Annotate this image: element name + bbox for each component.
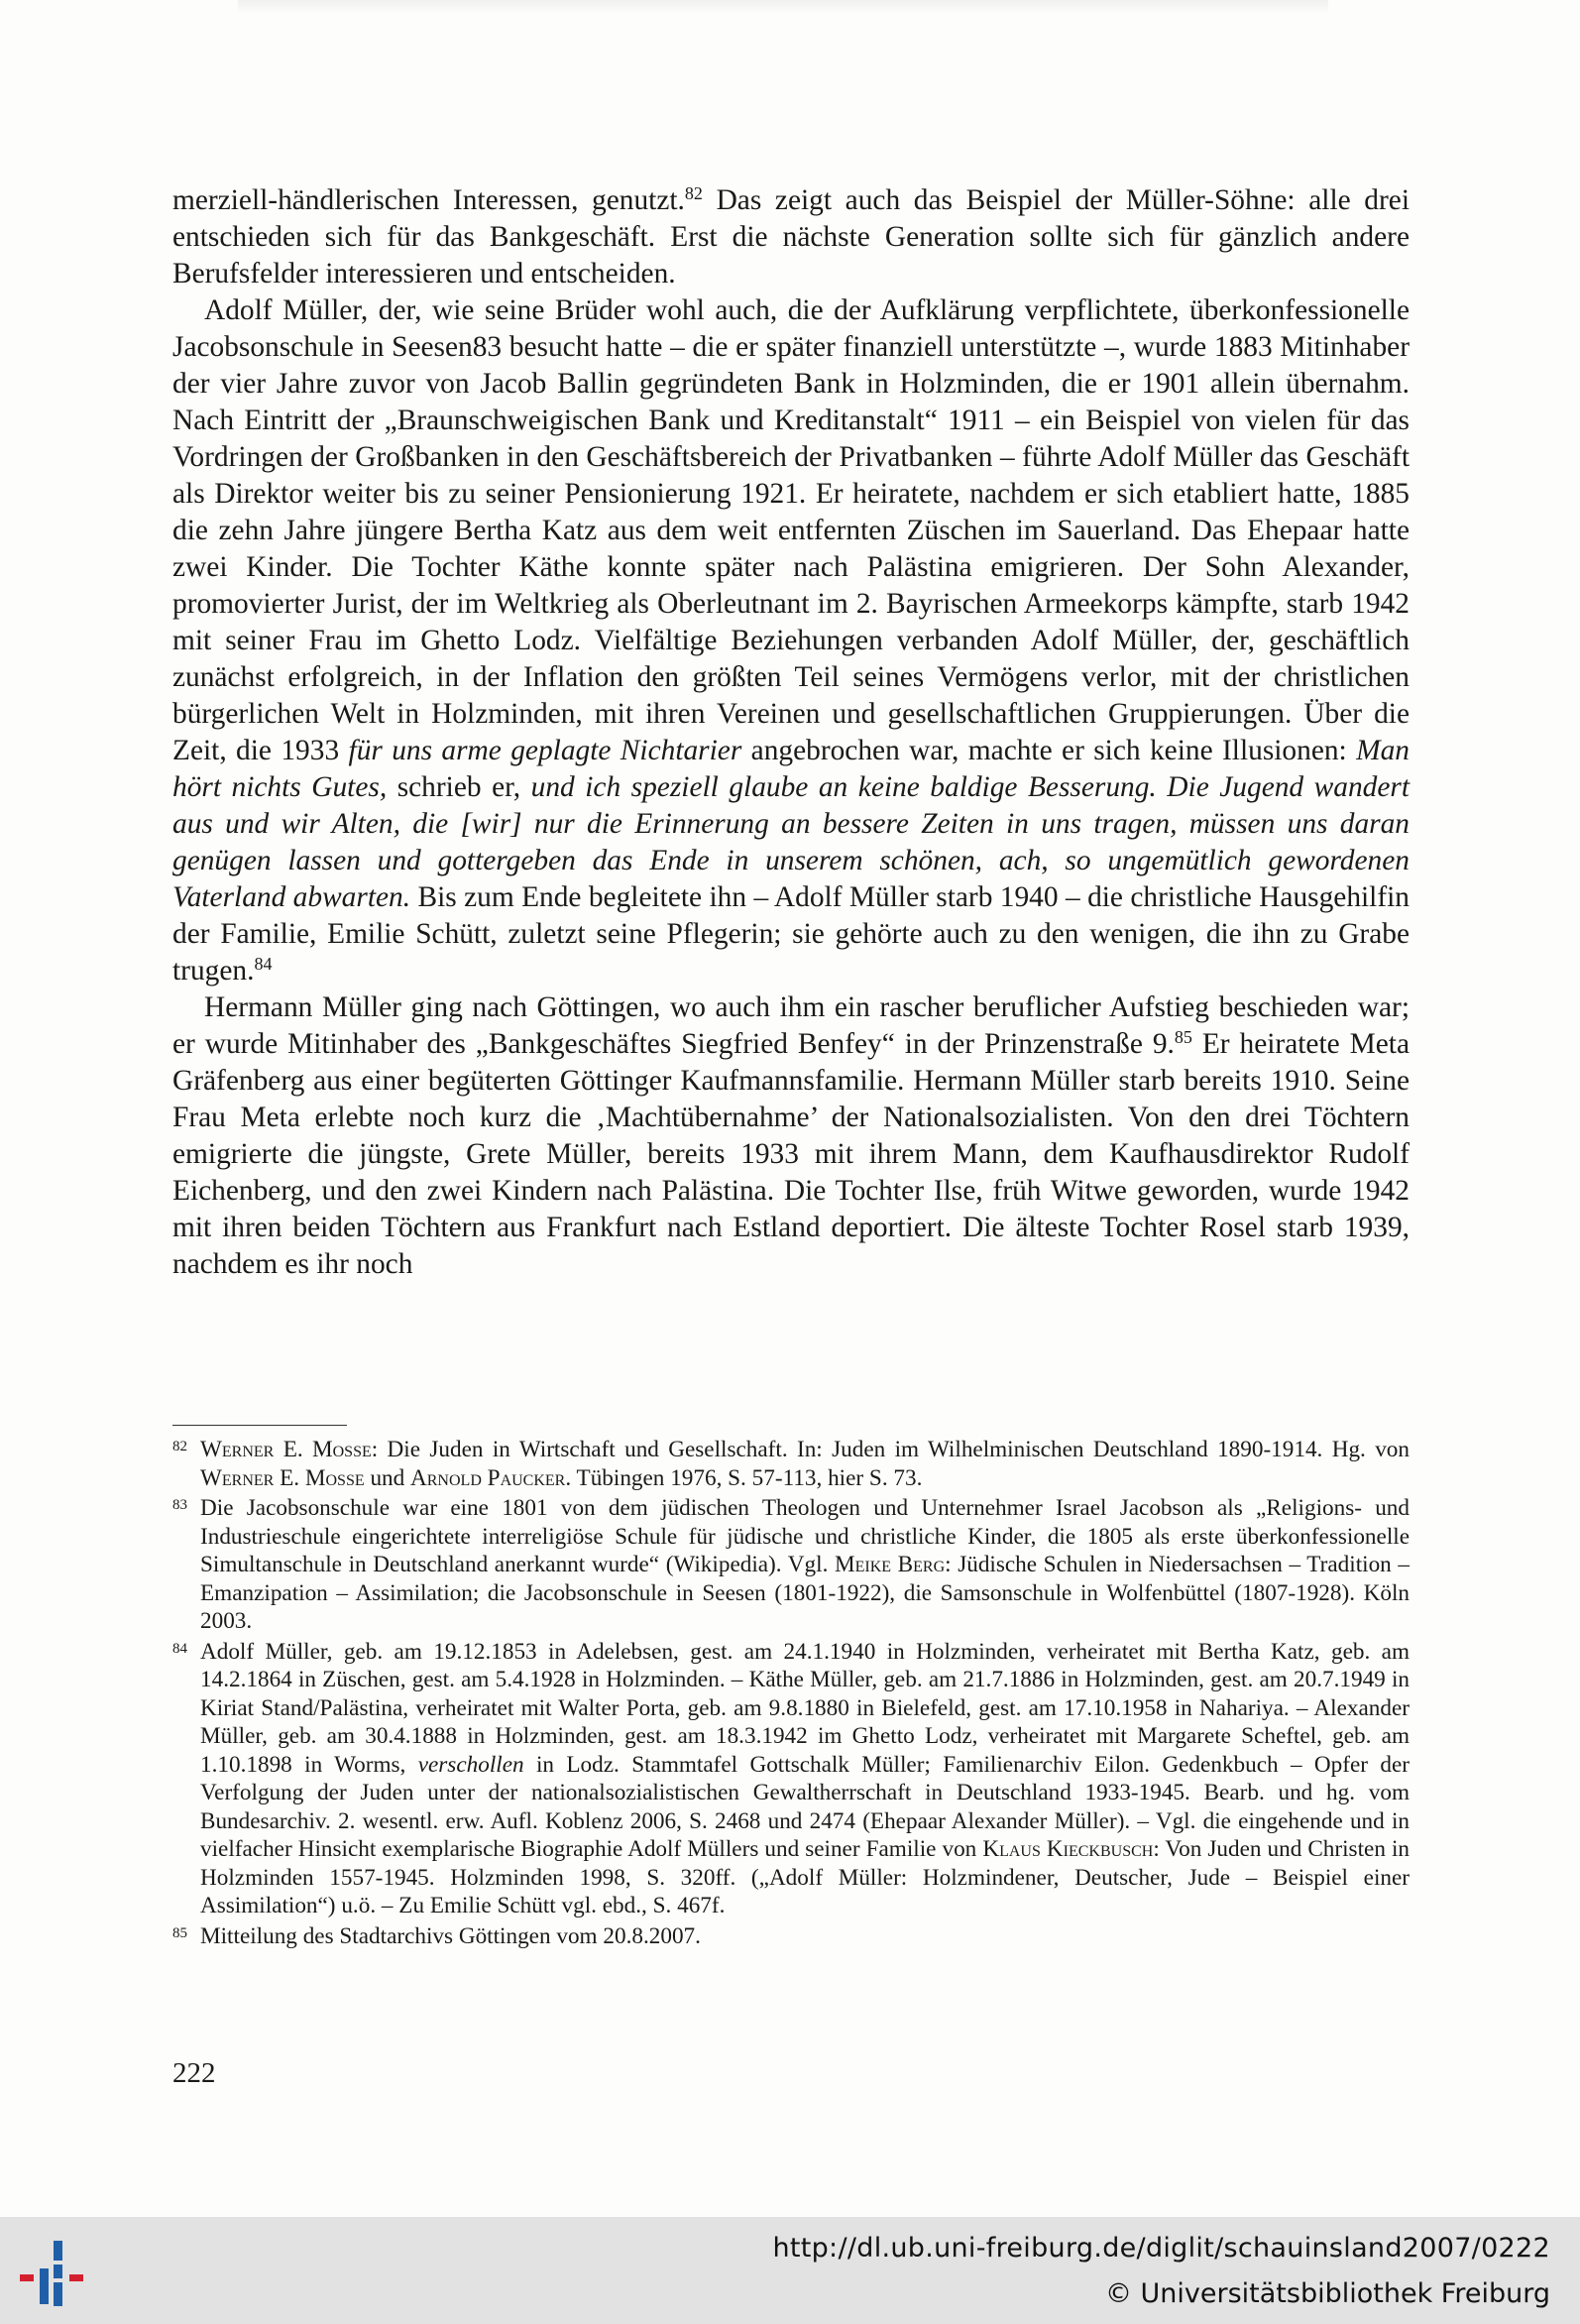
paragraph-3: Hermann Müller ging nach Göttingen, wo auch ihm ein rascher beruflicher Aufstieg beschieden war; er wurde Mitinhaber des „Bankgeschäftes Siegfried Benfey“ in der Prinzenstraße 9.85 Er heiratete Meta Gräfenberg aus einer begüterten Göttinger Kaufmannsfamilie. Hermann Müller starb bereits 1910. Seine Frau Meta erlebte noch kurz die ‚Machtübernahme’ der Nationalsozialisten. Von den drei Töchtern emigrierte die jüngste, Grete Müller, bereits 1933 mit ihrem Mann, dem Kaufhausdirektor Rudolf Eichenberg, und den zwei Kindern nach Palästina. Die Tochter Ilse, früh Witwe geworden, wurde 1942 mit ihren beiden Töchtern aus Frankfurt nach Estland deportiert. Die älteste Tochter Rosel starb 1939, nachdem es ihr noch xyxy=(172,991,1410,1280)
footnote-84: 84 Adolf Müller, geb. am 19.12.1853 in Adelebsen, gest. am 24.1.1940 in Holzminden, verheiratet mit Bertha Katz, geb. am 14.2.1864 in Züschen, gest. am 5.4.1928 in Holzminden. – Käthe Müller, geb. am 21.7.1886 in Holzminden, gest. am 20.7.1949 in Kiriat Stand/Palästina, verheiratet mit Walter Porta, geb. am 9.8.1880 in Bielefeld, gest. am 17.10.1958 in Nahariya. – Alexander Müller, geb. am 30.4.1888 in Holzminden, gest. am 18.3.1942 im Ghetto Lodz, verheiratet mit Margarete Scheftel, geb. am 1.10.1898 in Worms, verschollen in Lodz. Stammtafel Gottschalk Müller; Familienarchiv Eilon. Gedenkbuch – Opfer der Verfolgung der Juden unter der nationalsozialistischen Gewaltherrschaft in Deutschland 1933-1945. Bearb. und hg. vom Bundesarchiv. 2. wesentl. erw. Aufl. Koblenz 2006, S. 2468 und 2474 (Ehepaar Alexander Müller). – Vgl. die eingehende und in vielfacher Hinsicht exemplarische Biographie Adolf Müllers und seiner Familie von Klaus Kieckbusch: Von Juden und Christen in Holzminden 1557-1945. Holzminden 1998, S. 320ff. („Adolf Müller: Holzmindener, Deutscher, Jude – Beispiel einer Assimilation“) u.ö. – Zu Emilie Schütt vgl. ebd., S. 467f. xyxy=(172,1638,1410,1918)
footnote-ref-82[interactable]: 82 xyxy=(684,183,703,203)
footnote-number: 85 xyxy=(172,1924,187,1941)
main-text xyxy=(172,182,1410,1283)
footnote-83: 83 Die Jacobsonschule war eine 1801 von dem jüdischen Theologen und Unternehmer Israel Jacobson als „Religions- und Industrieschule eingerichtete interreligiöse Schule für jüdische und christliche Kinder, die 1805 als erste überkonfessionelle Simultanschule in Deutschland anerkannt wurde“ (Wikipedia). Vgl. Meike Berg: Jüdische Schulen in Niedersachsen – Tradition – Emanzipation – Assimilation; die Jacobsonschule in Seesen (1801-1922), die Samsonschule in Wolfenbüttel (1807-1928). Köln 2003. xyxy=(172,1495,1410,1634)
copyright-notice: © Universitätsbibliothek Freiburg xyxy=(1104,2278,1550,2309)
viewer-footer xyxy=(0,2217,1580,2324)
footnote-number: 83 xyxy=(172,1497,187,1513)
paragraph-1: merziell-händlerischen Interessen, genutzt.$^{82}$ Das zeigt auch das Beispiel der Müller-Söhne: alle drei entschieden sich für das Bankgeschäft. Erst die nächste Generation sollte sich für gänzlich andere Berufsfelder interessieren und entscheiden. xyxy=(172,183,1410,290)
footnote-divider xyxy=(172,1425,347,1426)
footnotes xyxy=(172,1436,1410,1952)
ub-freiburg-logo-icon[interactable] xyxy=(16,2239,99,2308)
footnote-number: 82 xyxy=(172,1439,187,1454)
page-number: 222 xyxy=(172,2057,216,2089)
footnote-82: 82 Werner E. Mosse: Die Juden in Wirtschaft und Gesellschaft. In: Juden im Wilhelminischen Deutschland 1890-1914. Hg. von Werner E. Mosse und Arnold Paucker. Tübingen 1976, S. 57-113, hier S. 73. xyxy=(172,1437,1410,1491)
footnote-number: 84 xyxy=(172,1640,187,1657)
footnote-ref-85[interactable]: 85 xyxy=(1174,1027,1192,1047)
document-url-link[interactable]: http://dl.ub.uni-freiburg.de/diglit/schauinsland2007/0222 xyxy=(772,2233,1550,2264)
paragraph-2: Adolf Müller, der, wie seine Brüder wohl auch, die der Aufklärung verpflichtete, überkonfessionelle Jacobsonschule in Seesen83 besucht hatte – die er später finanziell unterstützte –, wurde 1883 Mitinhaber der vier Jahre zuvor von Jacob Ballin gegründeten Bank in Holzminden, die er 1901 allein übernahm. Nach Eintritt der „Braunschweigischen Bank und Kreditanstalt“ 1911 – ein Beispiel von vielen für das Vordringen der Großbanken in den Geschäftsbereich der Privatbanken – führte Adolf Müller das Geschäft als Direktor weiter bis zu seiner Pensionierung 1921. Er heiratete, nachdem er sich etabliert hatte, 1885 die zehn Jahre jüngere Bertha Katz aus dem weit entfernten Züschen im Sauerland. Das Ehepaar hatte zwei Kinder. Die Tochter Käthe konnte später nach Palästina emigrieren. Der Sohn Alexander, promovierter Jurist, der im Weltkrieg als Oberleutnant im 2. Bayrischen Armeekorps kämpfte, starb 1942 mit seiner Frau im Ghetto Lodz. Vielfältige Beziehungen verbanden Adolf Müller, der, geschäftlich zunächst erfolgreich, in der Inflation den größten Teil seines Vermögens verlor, mit der christlichen bürgerlichen Welt in Holzminden, mit ihren Vereinen und gesellschaftlichen Gruppierungen. Über die Zeit, die 1933 für uns arme geplagte Nichtarier angebrochen war, machte er sich keine Illusionen: Man hört nichts Gutes, schrieb er, und ich speziell glaube an keine baldige Besserung. Die Jugend wandert aus und wir Alten, die [wir] nur die Erinnerung an bessere Zeiten in uns tragen, müssen uns daran genügen lassen und gottergeben das Ende in unserem schönen, ach, so ungemütlich gewordenen Vaterland abwarten. Bis zum Ende begleitete ihn – Adolf Müller starb 1940 – die christliche Hausgehilfin der Familie, Emilie Schütt, zuletzt seine Pflegerin; sie gehörte auch zu den wenigen, die ihn zu Grabe trugen.$^{84}$ xyxy=(172,294,1410,987)
footnote-ref-84[interactable]: 84 xyxy=(254,954,273,974)
footnote-85: 85 Mitteilung des Stadtarchivs Göttingen vom 20.8.2007. xyxy=(172,1922,701,1949)
scan-top-edge xyxy=(238,0,1328,14)
